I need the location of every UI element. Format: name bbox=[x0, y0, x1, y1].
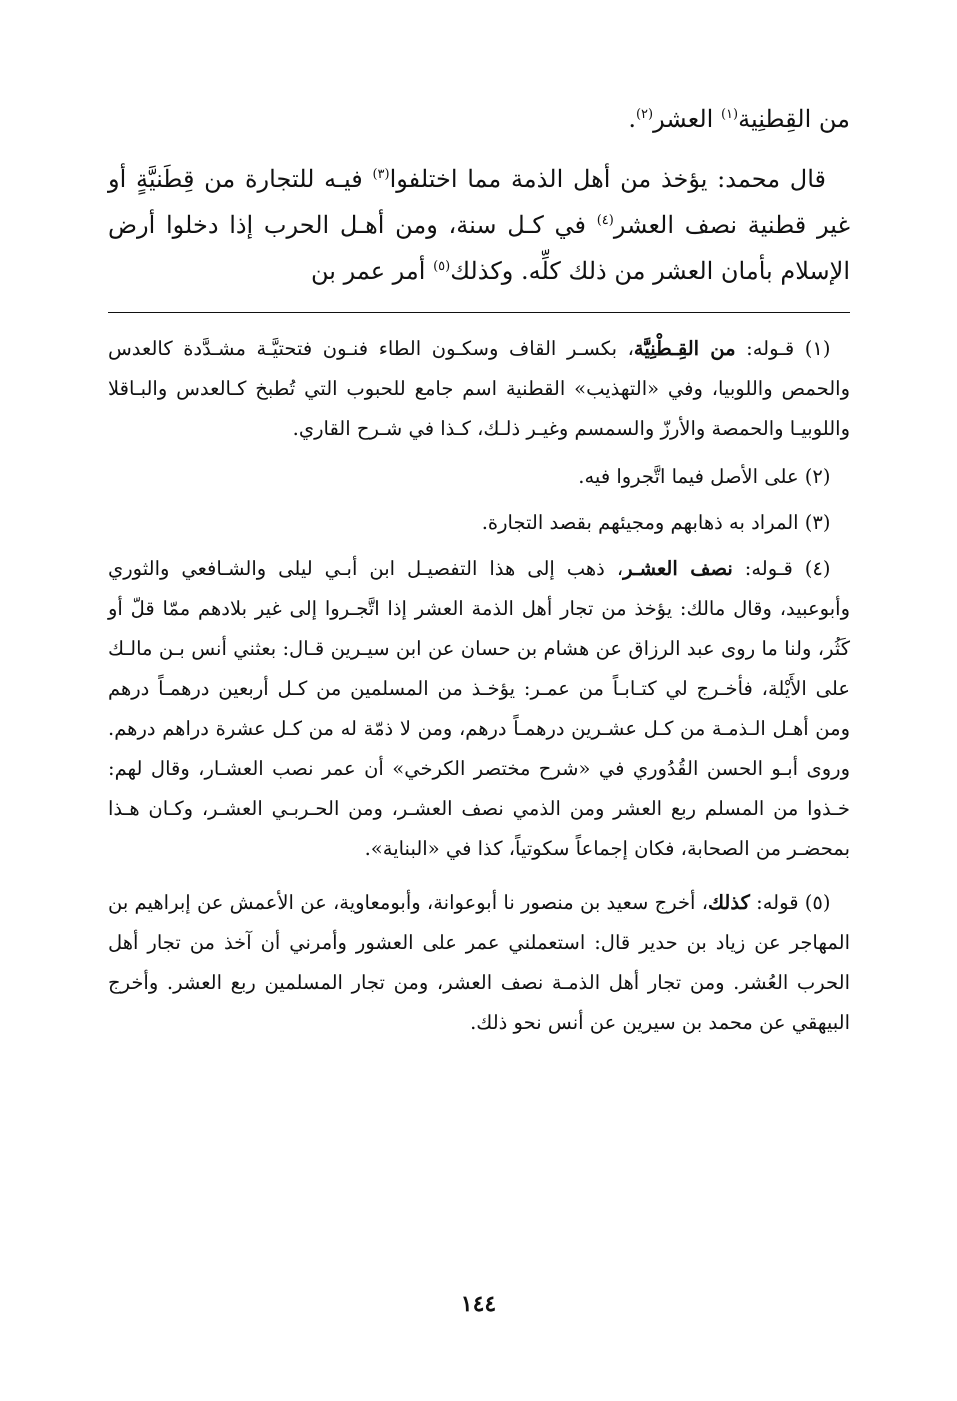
footnote-ref-1[interactable]: (١) bbox=[720, 107, 739, 122]
footnote-text: ، بكسـر القاف وسكـون الطاء فنـون فتحتيَّـة مشـدَّدة كالعدس والحمص واللوبيا، وفي «التهذيب» القطنية اسم جامع للحبوب التي تُطبخ كـالعدس والبـاقلا واللوبيـا والحمصة والأرزّ والسمسم وغيـر ذلـك، كـذا في شـرح القاري. bbox=[108, 337, 850, 440]
main-text-line-1 bbox=[108, 96, 850, 142]
footnote-text: على الأصل فيما اتَّجروا فيه. bbox=[578, 465, 799, 488]
footnote-term: من القِـطْنِيَّة bbox=[633, 337, 736, 360]
main-text: قال محمد: يؤخذ من أهل الذمة مما اختلفوا bbox=[389, 165, 826, 193]
footnote-ref-2[interactable]: (٢) bbox=[635, 107, 654, 122]
footnote-4 bbox=[108, 549, 850, 869]
main-text: من القِطنِية bbox=[738, 105, 850, 133]
main-text: فيـه للتجارة من قِطَنيَّةٍ أو غير قطنية نصف العشر bbox=[108, 165, 850, 239]
footnote-number: (٥) bbox=[804, 891, 831, 914]
footnote-lead: قوله: bbox=[756, 891, 799, 914]
page-number: ١٤٤ bbox=[460, 1291, 497, 1317]
footnote-number: (٤) bbox=[804, 557, 831, 580]
footnote-text: ، ذهب إلى هذا التفصيـل ابن أبـي ليلى والشـافعي والثوري وأبوعبيد، وقال مالك: يؤخذ من تجار أهل الذمة العشر إذا اتَّجـروا إلى غير بلادهم ممّا قلّ أو كَثُر، ولنا ما روى عبد الرزاق عن هشام بن حسان عن ابن سيـرين قـال: بعثني أنس بـن مالـك على الأَيْلة، فأخـرج لي كتـابـاً من عمـر: يؤخـذ من المسلمين من كـل أربعين درهمـاً درهم ومن أهـل الـذمـة من كـل عشـرين درهمـاً درهم، ومن لا ذمّة له من كـل عشرة دراهم درهم. وروى أبـو الحسن القُدُوري في «شرح مختصر الكرخي» أن عمر نصب العشـار، وقال لهم: خـذوا من المسلم ربع العشر ومن الذمي نصف العشـر، ومن الحـربـي العشـر، وكـان هـذا بمحضـر من الصحابة، فكان إجماعاً سكوتياً، كذا في «البناية». bbox=[108, 557, 850, 860]
footnote-3 bbox=[108, 503, 850, 543]
main-text: . bbox=[628, 105, 636, 133]
main-text: أمر عمر بن bbox=[311, 257, 434, 285]
footnote-1 bbox=[108, 329, 850, 449]
footnote-number: (٢) bbox=[804, 465, 831, 488]
footnote-text: ، أخرج سعيد بن منصور نا أبوعوانة، وأبومعاوية، عن الأعمش عن إبراهيم بن المهاجر عن زياد بن حدير قال: استعملني عمر على العشور وأمرني أن آخذ من تجار أهل الحرب العُشر. ومن تجار أهل الذمـة نصف العشر، ومن تجار المسلمين ربع العشر. وأخرج البيهقي عن محمد بن سيرين عن أنس نحو ذلك. bbox=[108, 891, 850, 1034]
footnote-2 bbox=[108, 457, 850, 497]
footnote-ref-5[interactable]: (٥) bbox=[433, 259, 451, 274]
main-paragraph bbox=[108, 156, 850, 294]
footnote-term: نصف العشـر bbox=[623, 557, 733, 580]
footnote-separator bbox=[108, 312, 850, 313]
footnote-number: (٣) bbox=[804, 511, 831, 534]
main-text: العشر bbox=[653, 105, 721, 133]
footnote-5 bbox=[108, 883, 850, 1043]
footnote-term: كذلك bbox=[708, 891, 750, 914]
main-text: في كـل سنة، ومن أهـل الحرب إذا دخلوا أرض الإسلام بأمان العشر من ذلك كلِّه. وكذلك bbox=[108, 211, 850, 285]
footnote-ref-3[interactable]: (٣) bbox=[372, 167, 390, 182]
page-content bbox=[108, 96, 850, 1051]
footnote-lead: قـوله: bbox=[746, 337, 795, 360]
footnote-ref-4[interactable]: (٤) bbox=[596, 213, 614, 228]
footnote-text: المراد به ذهابهم ومجيئهم بقصد التجارة. bbox=[481, 511, 799, 534]
footnote-number: (١) bbox=[804, 337, 831, 360]
footnote-lead: قـوله: bbox=[744, 557, 793, 580]
